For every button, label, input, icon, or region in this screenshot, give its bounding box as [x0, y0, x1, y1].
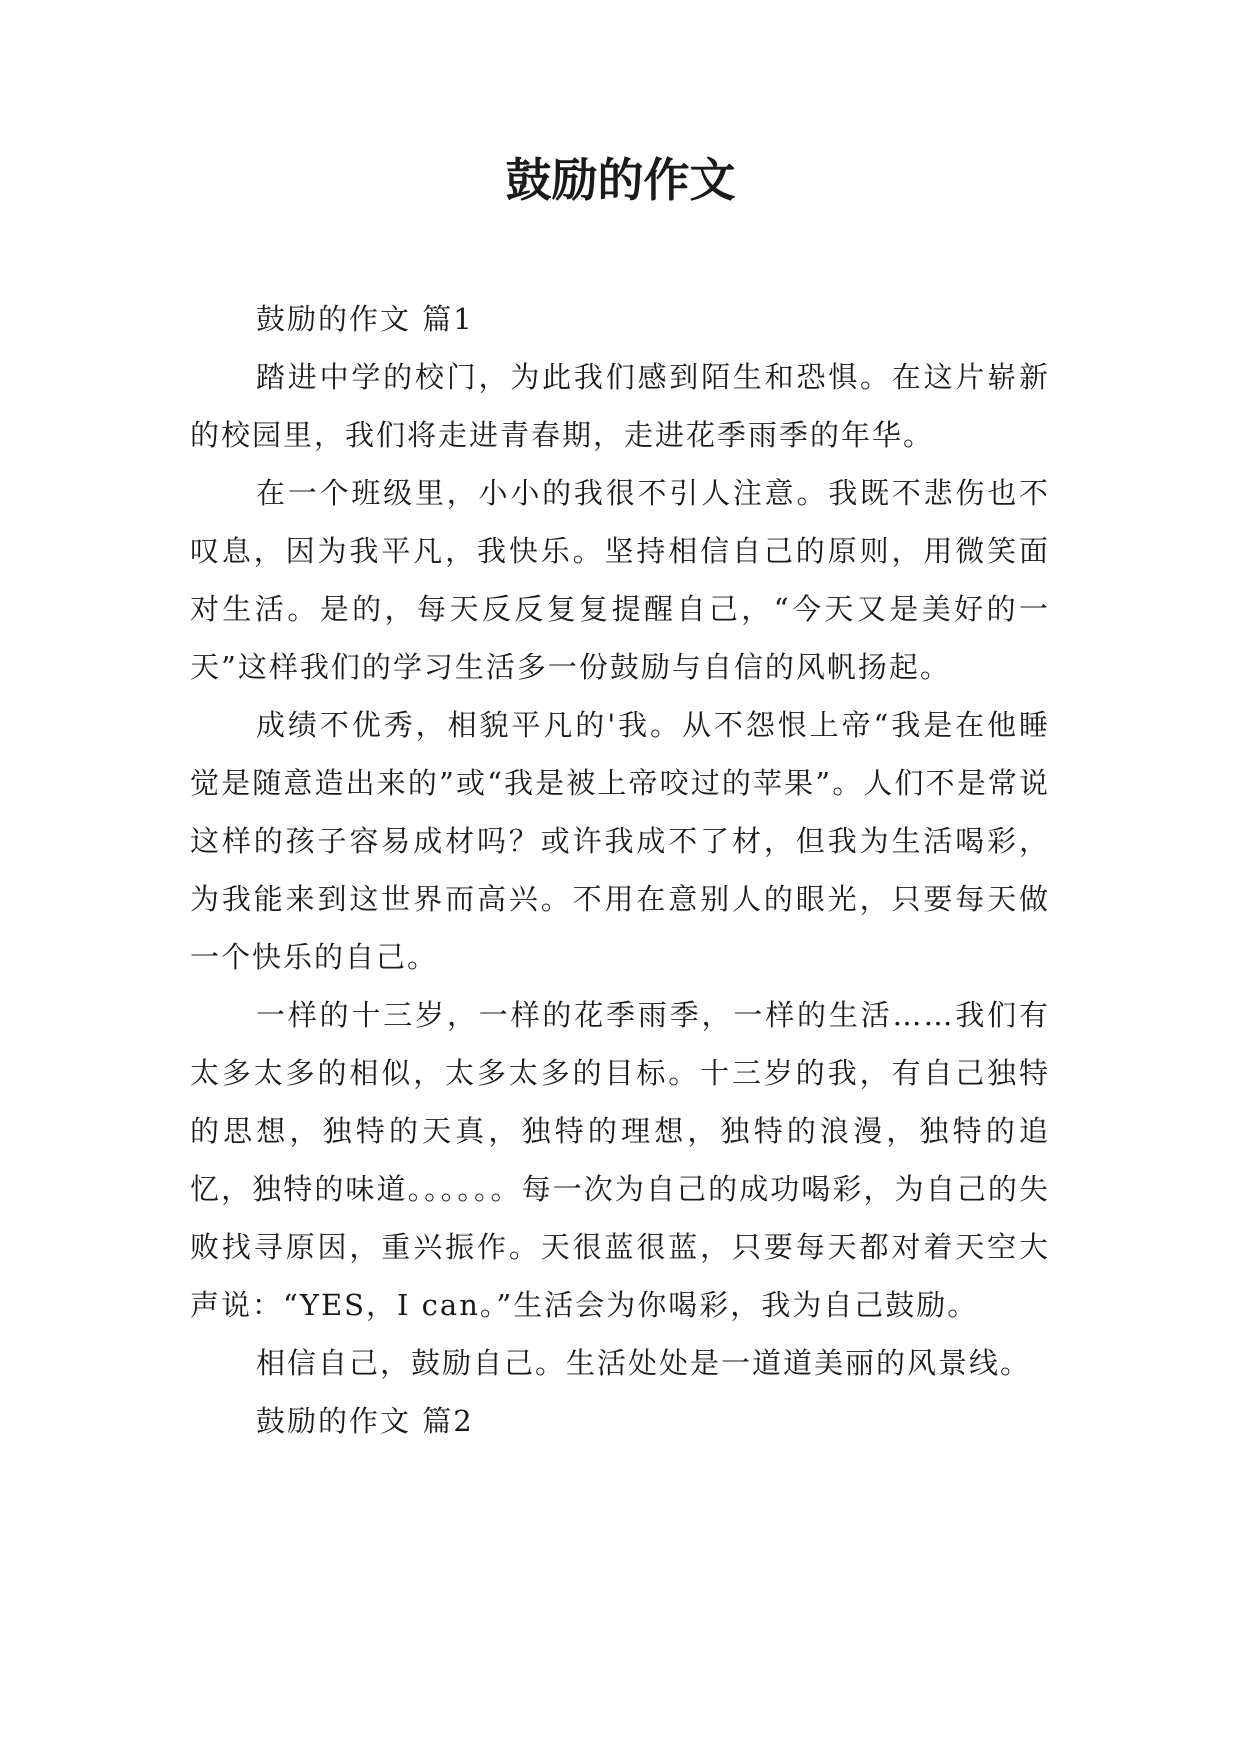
paragraph: 相信自己，鼓励自己。生活处处是一道道美丽的风景线。 — [256, 1346, 1032, 1380]
document-body — [190, 290, 1050, 1450]
page-title: 鼓励的作文 — [505, 153, 736, 207]
paragraph: 在一个班级里，小小的我很不引人注意。我既不悲伤也不叹息，因为我平凡，我快乐。坚持相信自己的原则，用微笑面对生活。是的，每天反反复复提醒自己，“今天又是美好的一天”这样我们的学习生活多一份鼓励与自信的风帆扬起。 — [190, 476, 1050, 684]
paragraph: 成绩不优秀，相貌平凡的'我。从不怨恨上帝“我是在他睡觉是随意造出来的”或“我是被上帝咬过的苹果”。人们不是常说这样的孩子容易成材吗？或许我成不了材，但我为生活喝彩，为我能来到这世界而高兴。不用在意别人的眼光，只要每天做一个快乐的自己。 — [190, 708, 1050, 974]
section-heading: 鼓励的作文 篇2 — [256, 1404, 474, 1438]
section-heading: 鼓励的作文 篇1 — [256, 302, 474, 336]
paragraph: 踏进中学的校门，为此我们感到陌生和恐惧。在这片崭新的校园里，我们将走进青春期，走进花季雨季的年华。 — [190, 360, 1050, 452]
paragraph: 一样的十三岁，一样的花季雨季，一样的生活……我们有太多太多的相似，太多太多的目标。十三岁的我，有自己独特的思想，独特的天真，独特的理想，独特的浪漫，独特的追忆，独特的味道。。。。。。每一次为自己的成功喝彩，为自己的失败找寻原因，重兴振作。天很蓝很蓝，只要每天都对着天空大声说：“YES，I can。”生活会为你喝彩，我为自己鼓励。 — [190, 998, 1050, 1322]
